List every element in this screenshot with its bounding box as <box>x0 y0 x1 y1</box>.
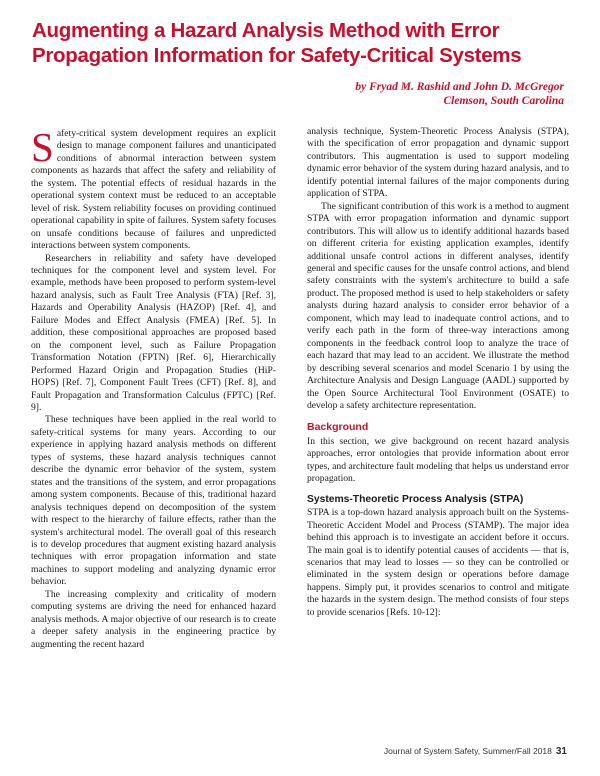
subsection-heading-stpa: Systems-Theoretic Process Analysis (STPA) <box>307 493 524 505</box>
page-footer <box>384 746 567 757</box>
journal-name: Journal of System Safety, Summer/Fall 2018 <box>383 746 552 756</box>
body-paragraph: STPA is a top-down hazard analysis approach built on the Systems-Theoretic Accident Model and Process (STAMP). The major idea behind this approach is to investigate an accident before it occurs. The main goal is to identify potential causes of accidents — that is, scenarios that may lead to losses — so they can be controlled or eliminated in the system design or operations before damage happens. Simply put, it provides scenarios to control and mitigate the hazards in the system design. The method consists of four steps to provide scenarios [Refs. 10-12]: <box>307 507 569 618</box>
page-number: 31 <box>555 746 567 757</box>
body-paragraph: The increasing complexity and criticality of modern computing systems are driving the need for enhanced hazard analysis methods. A major objective of our research is to create a deeper safety analysis in the engineering practice by augmenting the recent hazard <box>31 588 276 650</box>
right-column <box>307 126 569 619</box>
body-paragraph: In this section, we give background on recent hazard analysis approaches, error ontologies that provide information about error types, and architecture fault modeling that helps us understand error propagation. <box>307 435 569 485</box>
left-column <box>31 124 276 651</box>
intro-paragraph <box>31 124 276 253</box>
drop-cap: S <box>31 124 54 170</box>
author-names: by Fryad M. Rashid and John D. McGregor <box>355 81 564 93</box>
author-affiliation: Clemson, South Carolina <box>443 95 564 107</box>
article-title: Augmenting a Hazard Analysis Method with Error Propagation Information for Safety-Critical Systems <box>32 19 522 67</box>
body-paragraph: analysis technique, System-Theoretic Process Analysis (STPA), with the specification of error propagation and dynamic support contributors. This augmentation is used to support modeling dynamic error behavior of the system during hazard analysis, and to identify potential internal failures of the major components during application of STPA. <box>307 126 569 200</box>
body-paragraph: Researchers in reliability and safety have developed techniques for the component level and system level. For example, methods have been proposed to perform system-level hazard analysis, such as Fault Tree Analysis (FTA) [Ref. 3], Hazards and Operability Analysis (HAZOP) [Ref. 4], and Failure Modes and Effect Analysis (FMEA) [Ref. 5]. In addition, these compositional approaches are proposed based on the component level, such as Failure Propagation Transformation Notation (FPTN) [Ref. 6], Hierarchically Performed Hazard Origin and Propagation Studies (HiP-HOPS) [Ref. 7], Component Fault Trees (CFT) [Ref. 8], and Fault Propagation and Transformation Calculus (FPTC) [Ref. 9]. <box>31 252 276 413</box>
body-paragraph: These techniques have been applied in the real world to safety-critical systems for many years. According to our experience in applying hazard analysis methods on different types of systems, these hazard analysis techniques cannot describe the dynamic error behavior of the system, system states and the transitions of the system, and error propagations among system components. Because of this, traditional hazard analysis techniques depend on decomposition of the system with respect to the hierarchy of failure effects, rather than the system's architectural model. The overall goal of this research is to develop procedures that augment existing hazard analysis techniques with error propagation information and state machines to support modeling and analyzing dynamic error behavior. <box>31 414 276 588</box>
intro-text: afety-critical system development requires an explicit design to manage component failures and unanticipated conditions of abnormal interaction between system components as hazards that affect the safety and reliability of the system. The potential effects of residual hazards in the operational system context must be reduced to an acceptable level of risk. System reliability focuses on providing continued operational capability in spite of failures. System safety focuses on unsafe conditions because of failures and unpredicted interactions between system components. <box>31 128 276 252</box>
section-heading-background: Background <box>307 421 369 434</box>
byline <box>355 80 564 108</box>
body-paragraph: The significant contribution of this work is a method to augment STPA with error propagation information and dynamic support contributors. This will allow us to identify additional hazards based on different criteria for existing application examples, identify additional unsafe control actions in different analyses, identify general and specific causes for the unsafe control actions, and blend safety constraints with the system's architecture to build a safe product. The proposed method is used to help stakeholders or safety analysts during hazard analysis to consider error behavior of a component, which may lead to inadequate control actions, and to verify each path in the form of three-way interactions among components in the feedback control loop to analyze the trace of each hazard that may lead to an accident. We illustrate the method by describing several scenarios and model Scenario 1 by using the Architecture Analysis and Design Language (AADL) supported by the Open Source Architectural Tool Environment (OSATE) to develop a safety architecture representation. <box>307 200 569 411</box>
